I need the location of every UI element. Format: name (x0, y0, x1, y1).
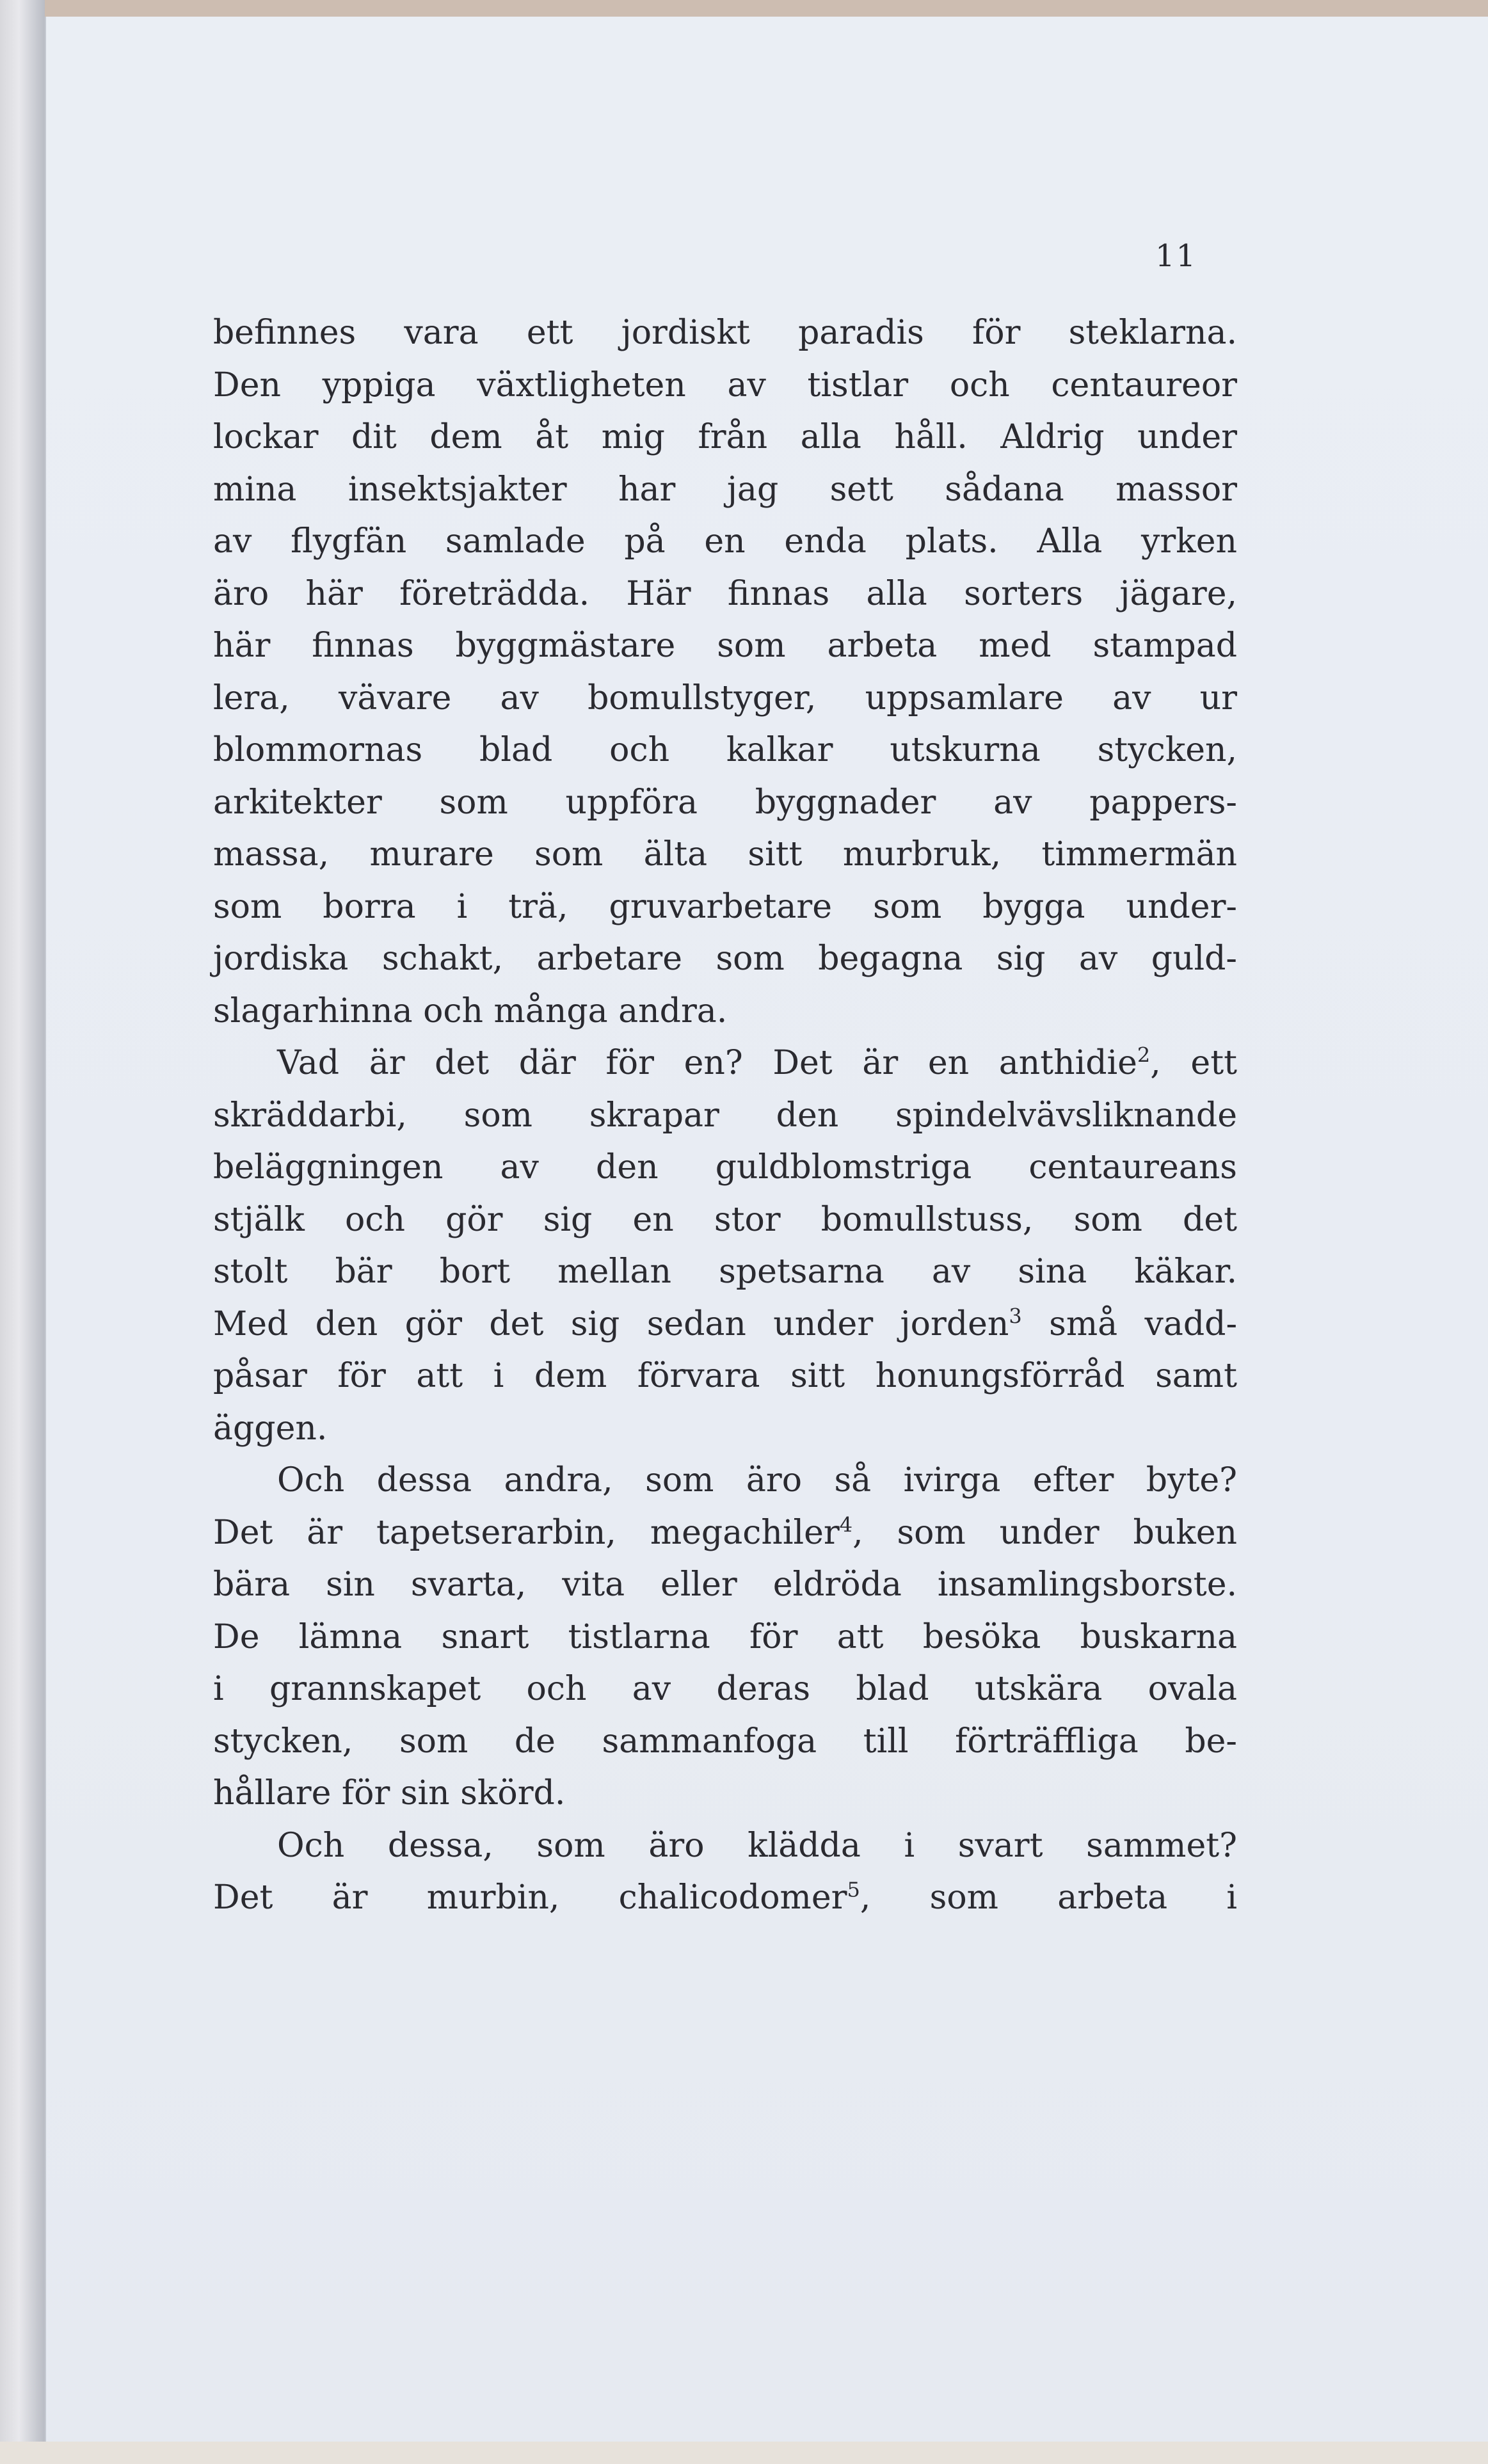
body-text (213, 307, 1237, 1924)
text-segment: , som under buken (852, 1513, 1237, 1552)
text-line: Den yppiga växtligheten av tistlar och centaureor (213, 365, 1237, 404)
text-segment: Vad är det där för en? Det är en anthidie (277, 1044, 1137, 1082)
footnote-marker: 3 (1009, 1304, 1022, 1329)
text-line: Och dessa, som äro klädda i svart sammet? (277, 1826, 1237, 1865)
text-segment: , som arbeta i (860, 1878, 1237, 1917)
text-line: mina insektsjakter har jag sett sådana massor (213, 470, 1237, 509)
page-number: 11 (1155, 238, 1197, 274)
text-line: Och dessa andra, som äro så ivirga efter byte? (277, 1461, 1237, 1500)
text-line: De lämna snart tistlarna för att besöka buskarna (213, 1617, 1237, 1656)
text-line: hållare för sin skörd. (213, 1774, 566, 1812)
text-line: stolt bär bort mellan spetsarna av sina käkar. (213, 1252, 1237, 1291)
text-line: beläggningen av den guldblomstriga centaureans (213, 1148, 1237, 1187)
text-line: lera, vävare av bomullstyger, uppsamlare av ur (213, 678, 1237, 717)
text-line: äggen. (213, 1409, 328, 1448)
footnote-marker: 4 (839, 1512, 853, 1537)
text-segment: , ett (1150, 1044, 1237, 1082)
page-bottom-edge (0, 2442, 1488, 2464)
text-line: massa, murare som älta sitt murbruk, timmermän (213, 835, 1237, 874)
text-line: stycken, som de sammanfoga till förträffliga be- (213, 1722, 1237, 1761)
text-line: här finnas byggmästare som arbeta med stampad (213, 627, 1237, 665)
text-line (213, 1299, 1237, 1351)
text-line: som borra i trä, gruvarbetare som bygga under- (213, 887, 1237, 926)
text-line: av flygfän samlade på en enda plats. Alla yrken (213, 522, 1237, 561)
text-line: stjälk och gör sig en stor bomullstuss, som det (213, 1200, 1237, 1239)
text-line: äro här företrädda. Här finnas alla sorters jägare, (213, 574, 1237, 613)
text-segment: Det är tapetserarbin, megachiler (213, 1513, 840, 1552)
page-top-edge (0, 0, 1488, 18)
text-line: bära sin svarta, vita eller eldröda insamlingsborste. (213, 1565, 1237, 1604)
text-line: skräddarbi, som skrapar den spindelvävsliknande (213, 1096, 1237, 1135)
text-line: blommornas blad och kalkar utskurna stycken, (213, 731, 1237, 769)
text-line: lockar dit dem åt mig från alla håll. Aldrig under (213, 418, 1237, 456)
text-line (213, 1037, 1237, 1090)
text-segment: Med den gör det sig sedan under jorden (213, 1304, 1009, 1343)
text-line: slagarhinna och många andra. (213, 991, 728, 1030)
text-line: jordiska schakt, arbetare som begagna sig av guld- (213, 940, 1237, 978)
text-line: befinnes vara ett jordiskt paradis för steklarna. (213, 314, 1237, 352)
text-line: i grannskapet och av deras blad utskära ovala (213, 1670, 1237, 1708)
text-line: arkitekter som uppföra byggnader av pappers- (213, 783, 1237, 822)
footnote-marker: 5 (847, 1877, 860, 1902)
text-line: påsar för att i dem förvara sitt honungsförråd samt (213, 1357, 1237, 1395)
text-line (213, 1507, 1237, 1560)
text-segment: små vadd- (1021, 1304, 1238, 1343)
text-line (213, 1872, 1237, 1924)
footnote-marker: 2 (1137, 1043, 1151, 1068)
book-binding-edge (0, 0, 45, 2464)
text-segment: Det är murbin, chalicodomer (213, 1878, 847, 1917)
